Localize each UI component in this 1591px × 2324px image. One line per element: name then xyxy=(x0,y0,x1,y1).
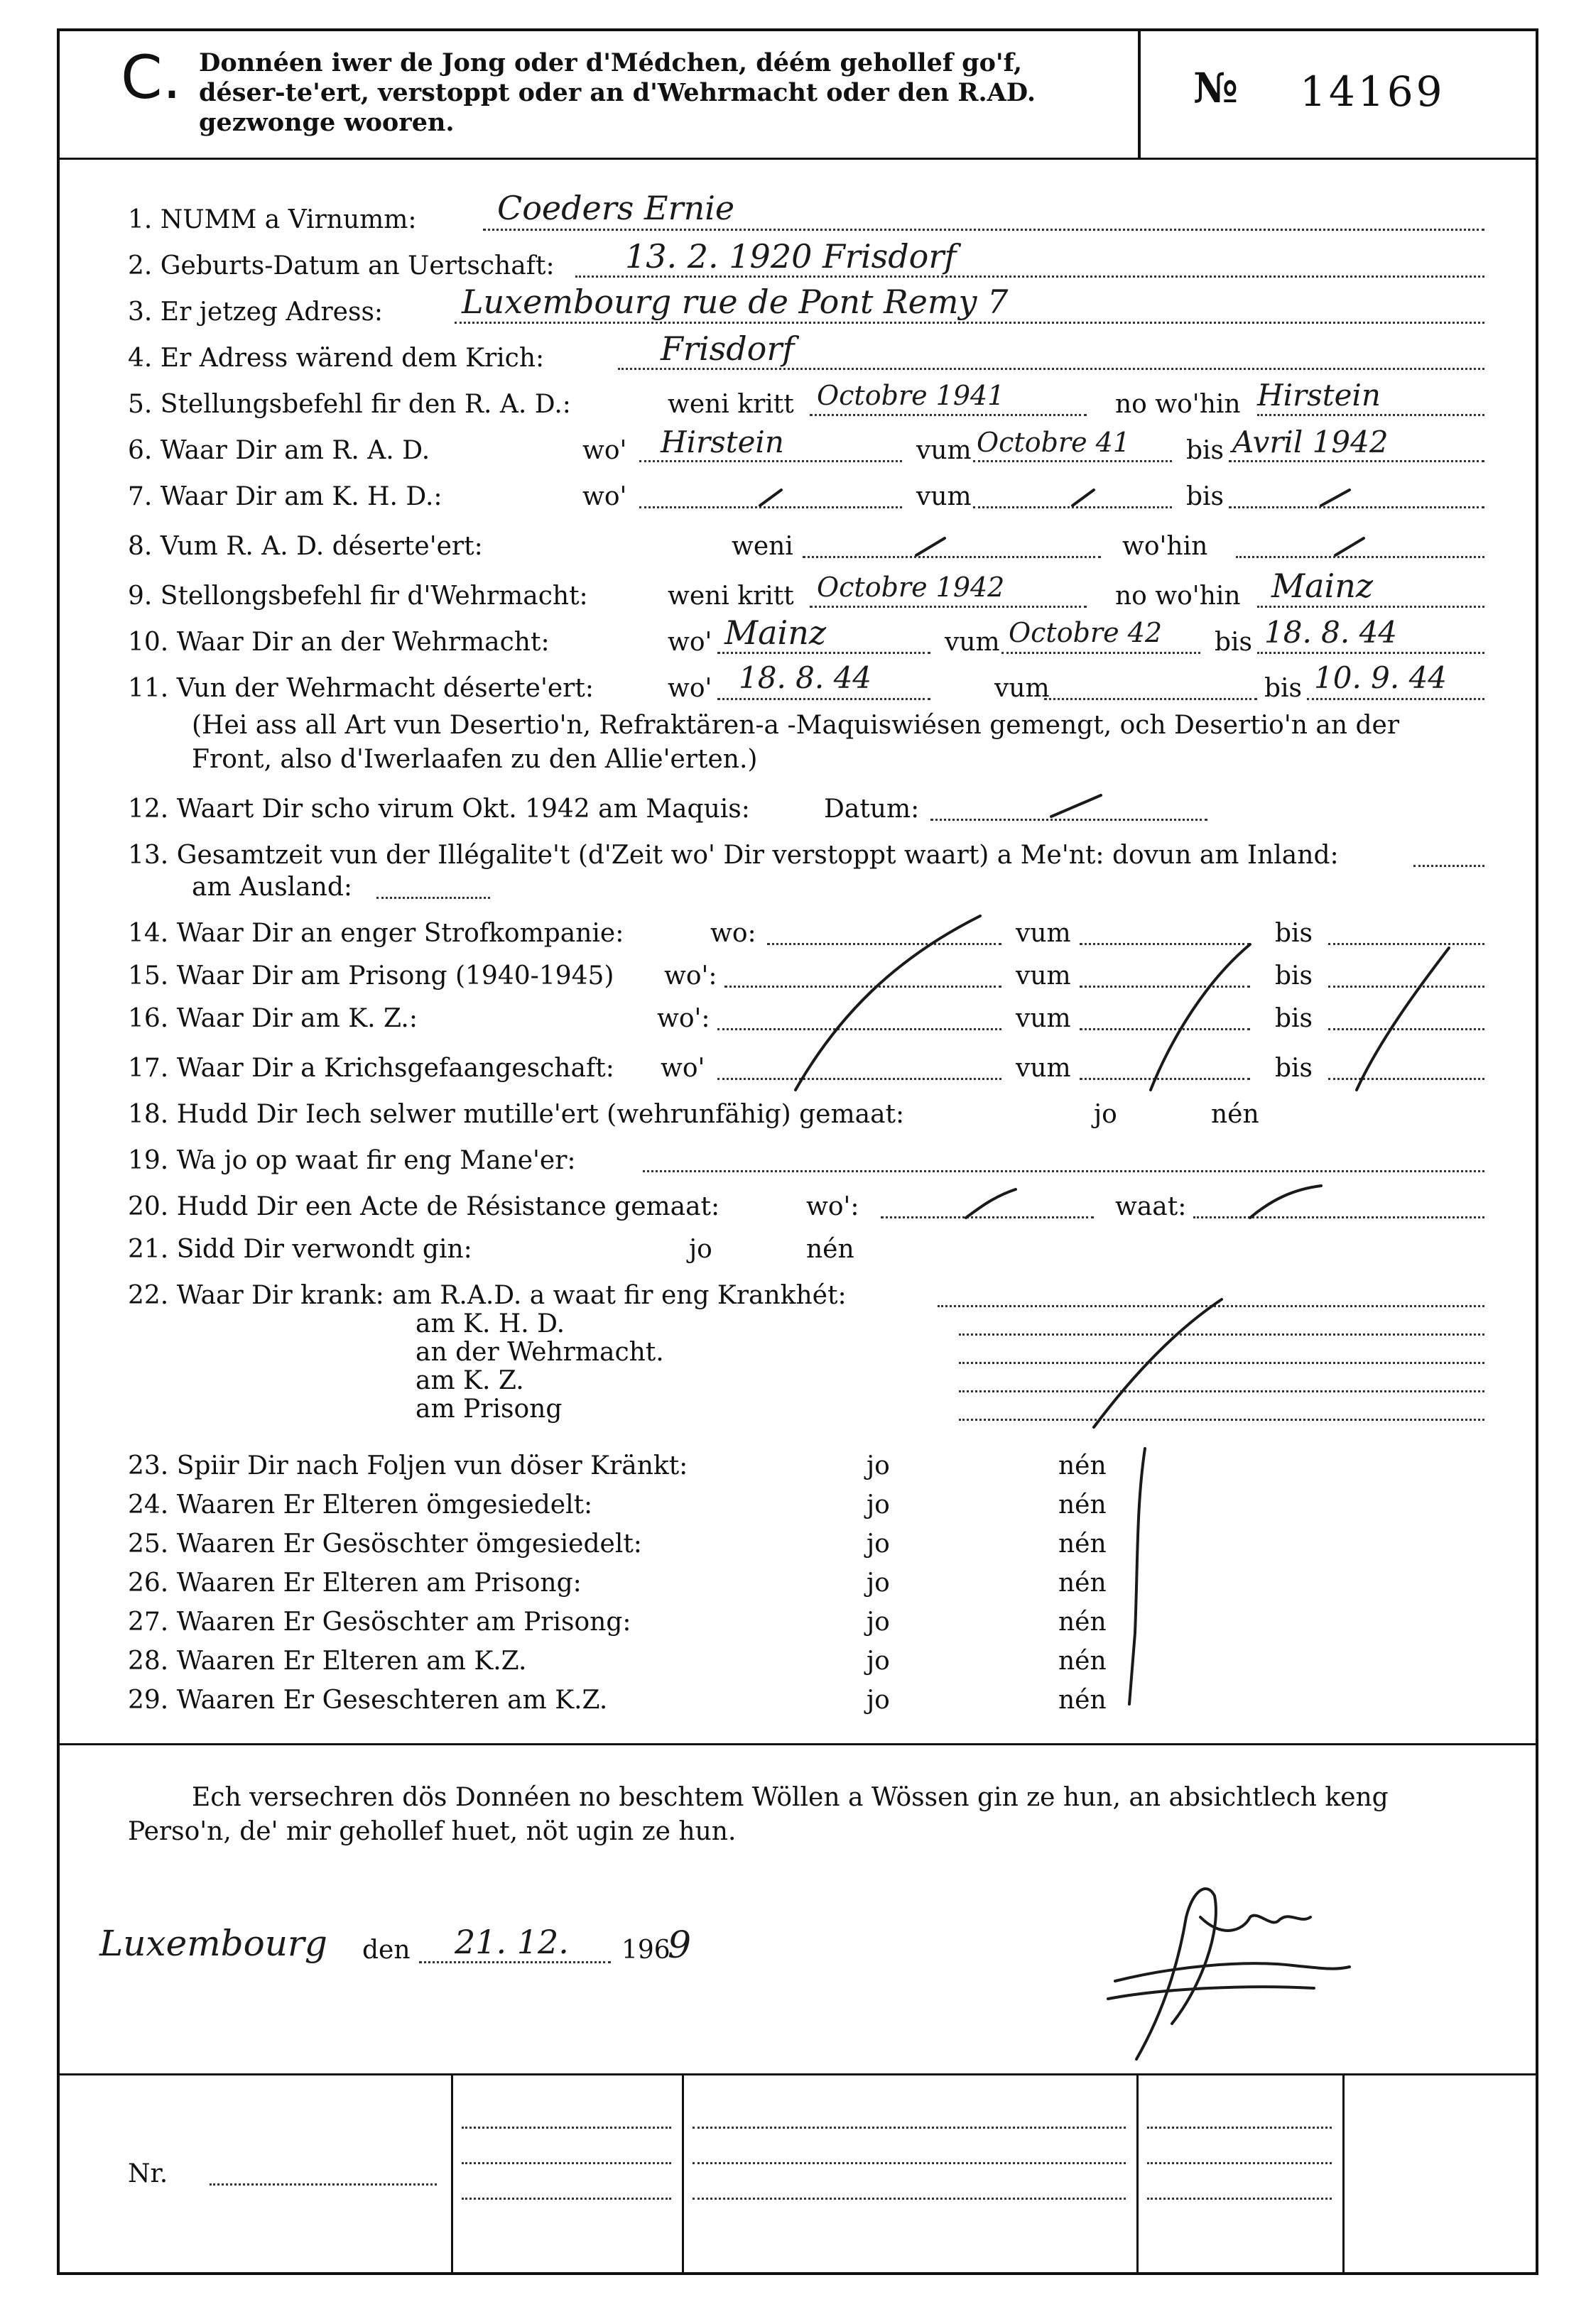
q25-no[interactable]: nén xyxy=(1058,1529,1107,1559)
q10-from-value[interactable]: Octobre 42 xyxy=(1009,617,1162,648)
q6-where-label: wo' xyxy=(582,436,627,465)
q2-label: 2. Geburts-Datum an Uertschaft: xyxy=(128,251,555,280)
q9-where-label: no wo'hin xyxy=(1115,582,1241,611)
q11-note-line2: Front, also d'Iwerlaafen zu den Allie'erten.) xyxy=(192,745,758,774)
number-sign: № xyxy=(1193,64,1239,112)
q13-abroad-label: am Ausland: xyxy=(192,873,353,902)
q5-when-value[interactable]: Octobre 1941 xyxy=(817,380,1005,411)
q14-to-label: bis xyxy=(1275,919,1313,948)
q16-where-label: wo': xyxy=(657,1004,710,1033)
q28-no[interactable]: nén xyxy=(1058,1647,1107,1676)
q7-dash-mark xyxy=(1073,490,1094,506)
q15-to-label: bis xyxy=(1275,961,1313,991)
q21-label: 21. Sidd Dir verwondt gin: xyxy=(128,1235,472,1264)
q8-label: 8. Vum R. A. D. déserte'ert: xyxy=(128,532,483,561)
q20-where-label: wo': xyxy=(806,1192,859,1221)
q23-label: 23. Spiir Dir nach Foljen vun döser Kränkt: xyxy=(128,1451,688,1480)
q17-where-label: wo' xyxy=(661,1054,705,1083)
q29-yes[interactable]: jo xyxy=(867,1686,890,1715)
q6-from-label: vum xyxy=(916,436,972,465)
q15-from-label: vum xyxy=(1016,961,1071,991)
q11-where-value[interactable]: 18. 8. 44 xyxy=(739,660,872,695)
q12-label: 12. Waart Dir scho virum Okt. 1942 am Maquis: xyxy=(128,795,750,824)
q28-label: 28. Waaren Er Elteren am K.Z. xyxy=(128,1647,527,1676)
q26-yes[interactable]: jo xyxy=(867,1569,890,1598)
q1-label: 1. NUMM a Virnumm: xyxy=(128,205,417,234)
place-value[interactable]: Luxembourg xyxy=(99,1923,327,1964)
q27-no[interactable]: nén xyxy=(1058,1608,1107,1637)
q16-from-label: vum xyxy=(1016,1004,1071,1033)
q4-value[interactable]: Frisdorf xyxy=(661,329,795,368)
q5-when-label: weni kritt xyxy=(668,390,794,419)
q20-label: 20. Hudd Dir een Acte de Résistance gemaat: xyxy=(128,1192,720,1221)
q20-what-label: waat: xyxy=(1115,1192,1187,1221)
q10-where-label: wo' xyxy=(668,628,712,657)
q6-label: 6. Waar Dir am R. A. D. xyxy=(128,436,430,465)
q22-sub-khd: am K. H. D. xyxy=(416,1309,565,1338)
q11-where-label: wo' xyxy=(668,674,712,703)
q26-label: 26. Waaren Er Elteren am Prisong: xyxy=(128,1569,582,1598)
q10-label: 10. Waar Dir an der Wehrmacht: xyxy=(128,628,550,657)
q16-to-label: bis xyxy=(1275,1004,1313,1033)
q8-dash-mark xyxy=(916,538,945,555)
q29-label: 29. Waaren Er Geseschteren am K.Z. xyxy=(128,1686,608,1715)
q12-dash-mark xyxy=(1051,795,1101,817)
q8-dash-mark xyxy=(1335,538,1364,555)
q11-to-value[interactable]: 10. 9. 44 xyxy=(1314,660,1448,695)
q22-sub-kz: am K. Z. xyxy=(416,1366,524,1395)
q7-dash-mark xyxy=(1321,490,1350,506)
q10-to-label: bis xyxy=(1215,628,1253,657)
q9-when-label: weni kritt xyxy=(668,582,794,611)
q14-17-strike xyxy=(1357,948,1449,1090)
q7-dash-mark xyxy=(760,490,781,506)
q20-strike xyxy=(1250,1186,1321,1218)
q6-to-value[interactable]: Avril 1942 xyxy=(1232,425,1389,459)
q7-where-label: wo' xyxy=(582,482,627,511)
q5-where-label: no wo'hin xyxy=(1115,390,1241,419)
year-prefix: 196 xyxy=(621,1936,670,1965)
q14-from-label: vum xyxy=(1016,919,1071,948)
q20-strike xyxy=(966,1189,1016,1218)
q6-from-value[interactable]: Octobre 41 xyxy=(977,427,1130,458)
q5-label: 5. Stellungsbefehl fir den R. A. D.: xyxy=(128,390,571,419)
q24-yes[interactable]: jo xyxy=(867,1490,890,1520)
q7-to-label: bis xyxy=(1186,482,1225,511)
signature-mark xyxy=(1108,1987,1314,1999)
q24-label: 24. Waaren Er Elteren ömgesiedelt: xyxy=(128,1490,593,1520)
signature-mark xyxy=(1115,1963,1350,1981)
declaration-line1: Ech versechren dös Donnéen no beschtem Wöllen a Wössen gin ze hun, an absichtlech keng xyxy=(192,1783,1389,1812)
q3-label: 3. Er jetzeg Adress: xyxy=(128,298,384,327)
form-number: 14169 xyxy=(1300,67,1445,116)
q27-label: 27. Waaren Er Gesöschter am Prisong: xyxy=(128,1608,631,1637)
year-digit[interactable]: 9 xyxy=(668,1924,692,1967)
q18-label: 18. Hudd Dir Iech selwer mutille'ert (wehrunfähig) gemaat: xyxy=(128,1100,905,1129)
q10-where-value[interactable]: Mainz xyxy=(724,613,827,652)
q15-where-label: wo': xyxy=(664,961,717,991)
form-title: Donnéen iwer de Jong oder d'Médchen, déém gehollef go'f, déser-te'ert, verstoppt oder an d'Wehrmacht oder den R.AD. gezwonge wooren. xyxy=(199,48,1036,137)
q23-no[interactable]: nén xyxy=(1058,1451,1107,1480)
q2-value[interactable]: 13. 2. 1920 Frisdorf xyxy=(625,237,957,276)
date-value[interactable]: 21. 12. xyxy=(455,1923,569,1961)
q8-where-label: wo'hin xyxy=(1122,532,1208,561)
q1-value[interactable]: Coeders Ernie xyxy=(497,189,735,227)
q10-from-label: vum xyxy=(945,628,1000,657)
q6-to-label: bis xyxy=(1186,436,1225,465)
q17-from-label: vum xyxy=(1016,1054,1071,1083)
q22-label: 22. Waar Dir krank: am R.A.D. a waat fir eng Krankhét: xyxy=(128,1281,847,1310)
q13-label: 13. Gesamtzeit vun der Illégalite't (d'Zeit wo' Dir verstoppt waart) a Me'nt: dovun am Inland: xyxy=(128,841,1339,870)
q7-from-label: vum xyxy=(916,482,972,511)
q10-to-value[interactable]: 18. 8. 44 xyxy=(1264,615,1398,650)
q25-yes[interactable]: jo xyxy=(867,1529,890,1559)
q19-label: 19. Wa jo op waat fir eng Mane'er: xyxy=(128,1146,576,1175)
q14-17-strike xyxy=(796,916,980,1090)
form-letter: C. xyxy=(121,43,182,112)
q3-value[interactable]: Luxembourg rue de Pont Remy 7 xyxy=(462,283,1009,321)
q16-label: 16. Waar Dir am K. Z.: xyxy=(128,1004,418,1033)
q26-no[interactable]: nén xyxy=(1058,1569,1107,1598)
footer-nr-label: Nr. xyxy=(128,2159,168,2188)
q15-label: 15. Waar Dir am Prisong (1940-1945) xyxy=(128,961,614,991)
q14-17-strike xyxy=(1151,944,1250,1090)
q17-to-label: bis xyxy=(1275,1054,1313,1083)
q27-yes[interactable]: jo xyxy=(867,1608,890,1637)
q22-sub-prisong: am Prisong xyxy=(416,1395,563,1424)
q11-from-label: vum xyxy=(994,674,1050,703)
q23-29-vertical-stroke xyxy=(1129,1449,1145,1704)
declaration-line2: Perso'n, de' mir gehollef huet, nöt ugin ze hun. xyxy=(128,1817,737,1846)
q11-label: 11. Vun der Wehrmacht déserte'ert: xyxy=(128,674,594,703)
q23-yes[interactable]: jo xyxy=(867,1451,890,1480)
q22-strike xyxy=(1094,1299,1222,1427)
q28-yes[interactable]: jo xyxy=(867,1647,890,1676)
q11-to-label: bis xyxy=(1264,674,1303,703)
q29-no[interactable]: nén xyxy=(1058,1686,1107,1715)
q5-where-value[interactable]: Hirstein xyxy=(1257,378,1381,413)
q9-label: 9. Stellongsbefehl fir d'Wehrmacht: xyxy=(128,582,588,611)
date-den: den xyxy=(362,1936,411,1965)
q7-label: 7. Waar Dir am K. H. D.: xyxy=(128,482,442,511)
q4-label: 4. Er Adress wärend dem Krich: xyxy=(128,344,545,373)
q21-no[interactable]: nén xyxy=(806,1235,854,1264)
q25-label: 25. Waaren Er Gesöschter ömgesiedelt: xyxy=(128,1529,642,1559)
q6-where-value[interactable]: Hirstein xyxy=(661,425,784,459)
q12-date-label: Datum: xyxy=(824,795,920,824)
q11-note-line1: (Hei ass all Art vun Desertio'n, Refraktären-a -Maquiswiésen gemengt, och Desertio'n an der xyxy=(192,711,1400,740)
q14-label: 14. Waar Dir an enger Strofkompanie: xyxy=(128,919,624,948)
q9-where-value[interactable]: Mainz xyxy=(1271,567,1374,605)
q18-no[interactable]: nén xyxy=(1211,1100,1259,1129)
q18-yes[interactable]: jo xyxy=(1094,1100,1117,1129)
q14-where-label: wo: xyxy=(710,919,756,948)
q21-yes[interactable]: jo xyxy=(689,1235,712,1264)
q17-label: 17. Waar Dir a Krichsgefaangeschaft: xyxy=(128,1054,614,1083)
q24-no[interactable]: nén xyxy=(1058,1490,1107,1520)
q22-sub-wehrmacht: an der Wehrmacht. xyxy=(416,1338,664,1367)
q9-when-value[interactable]: Octobre 1942 xyxy=(817,572,1005,603)
q8-when-label: weni xyxy=(732,532,793,561)
